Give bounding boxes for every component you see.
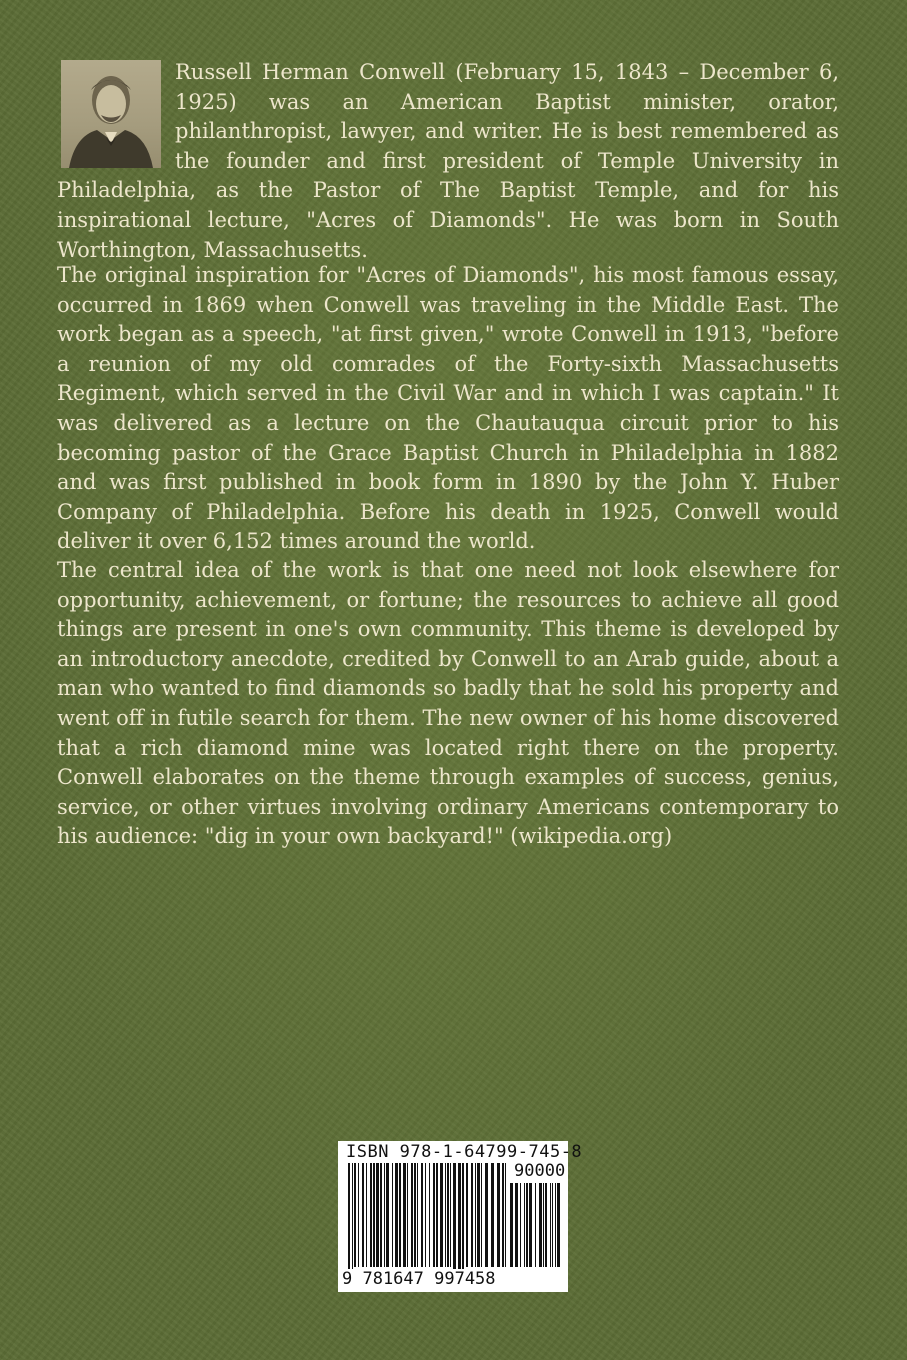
ean-digits: 9 781647 997458 bbox=[342, 1269, 496, 1289]
isbn-label: ISBN 978-1-64799-745-8 bbox=[346, 1142, 583, 1162]
author-bio-text: Russell Herman Conwell (February 15, 1843 – December 6, 1925) was an American Baptist minister, orator, philanthropist, lawyer, and writer. He is best remembered as the founder and first president of Temple University in Philadelphia, as the Pastor of The Baptist Temple, and for his inspirational lecture, "Acres of Diamonds". He was born in South Worthington, Massachusetts. bbox=[57, 60, 839, 262]
ean-barcode-bars bbox=[348, 1163, 508, 1275]
history-paragraph: The original inspiration for "Acres of Diamonds", his most famous essay, occurred in 1869 when Conwell was traveling in the Middle East. The work began as a speech, "at first given," wrote Conwell in 1913, "before a reunion of my old comrades of the Forty-sixth Massachusetts Regiment, which served in the Civil War and in which I was captain." It was delivered as a lecture on the Chautauqua circuit prior to his becoming pastor of the Grace Baptist Church in Philadelphia in 1882 and was first published in book form in 1890 by the John Y. Huber Company of Philadelphia. Before his death in 1925, Conwell would deliver it over 6,152 times around the world. bbox=[57, 263, 839, 554]
author-bio-paragraph bbox=[57, 58, 839, 265]
addon-barcode-bars bbox=[510, 1183, 562, 1275]
isbn-barcode bbox=[338, 1141, 583, 1292]
price-code: 90000 bbox=[514, 1161, 566, 1181]
author-portrait bbox=[61, 60, 161, 168]
theme-paragraph: The central idea of the work is that one need not look elsewhere for opportunity, achievement, or fortune; the resources to achieve all good things are present in one's own community. This theme is developed by an introductory anecdote, credited by Conwell to an Arab guide, about a man who wanted to find diamonds so badly that he sold his property and went off in futile search for them. The new owner of his home discovered that a rich diamond mine was located right there on the property. Conwell elaborates on the theme through examples of success, genius, service, or other virtues involving ordinary Americans contemporary to his audience: "dig in your own backyard!" (wikipedia.org) bbox=[57, 558, 839, 849]
